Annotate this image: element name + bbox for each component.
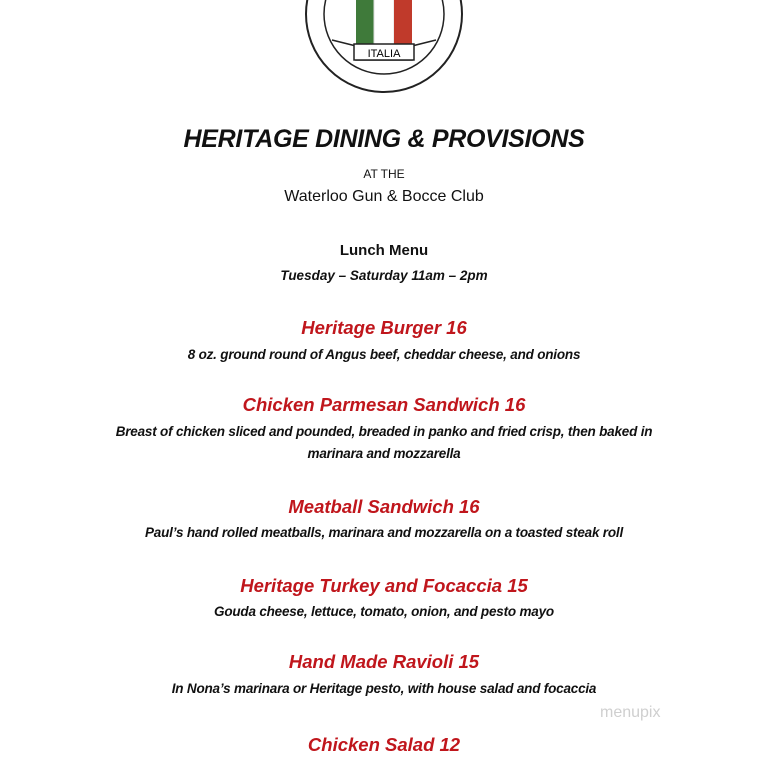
menu-item-description: Breast of chicken sliced and pounded, breaded in panko and fried crisp, then baked in <box>115 424 653 439</box>
watermark: menupix <box>600 704 661 721</box>
menu-item-name: Chicken Parmesan Sandwich 16 <box>242 394 526 415</box>
menu-item-description: Gouda cheese, lettuce, tomato, onion, and pesto mayo <box>214 604 554 619</box>
menu-item-name: Meatball Sandwich 16 <box>288 496 480 517</box>
menu-item-name: Heritage Burger 16 <box>301 317 467 338</box>
restaurant-title: HERITAGE DINING & PROVISIONS <box>183 125 585 153</box>
menu-item-description: 8 oz. ground round of Angus beef, cheddar cheese, and onions <box>187 347 581 362</box>
club-logo <box>304 0 464 96</box>
menu-item-description: In Nona’s marinara or Heritage pesto, with house salad and focaccia <box>171 681 597 696</box>
menu-item-description: marinara and mozzarella <box>307 446 461 461</box>
menu-item-name: Hand Made Ravioli 15 <box>288 651 480 672</box>
menu-title: Lunch Menu <box>339 242 429 259</box>
logo-banner-text: ITALIA <box>367 48 401 60</box>
menu-item-name: Chicken Salad 12 <box>307 734 461 755</box>
hours: Tuesday – Saturday 11am – 2pm <box>280 268 488 283</box>
venue-name: Waterloo Gun & Bocce Club <box>284 188 484 205</box>
at-the-label: AT THE <box>363 167 405 181</box>
menu-item-description: Paul’s hand rolled meatballs, marinara and mozzarella on a toasted steak roll <box>144 525 624 540</box>
menu-item-name: Heritage Turkey and Focaccia 15 <box>240 575 528 596</box>
